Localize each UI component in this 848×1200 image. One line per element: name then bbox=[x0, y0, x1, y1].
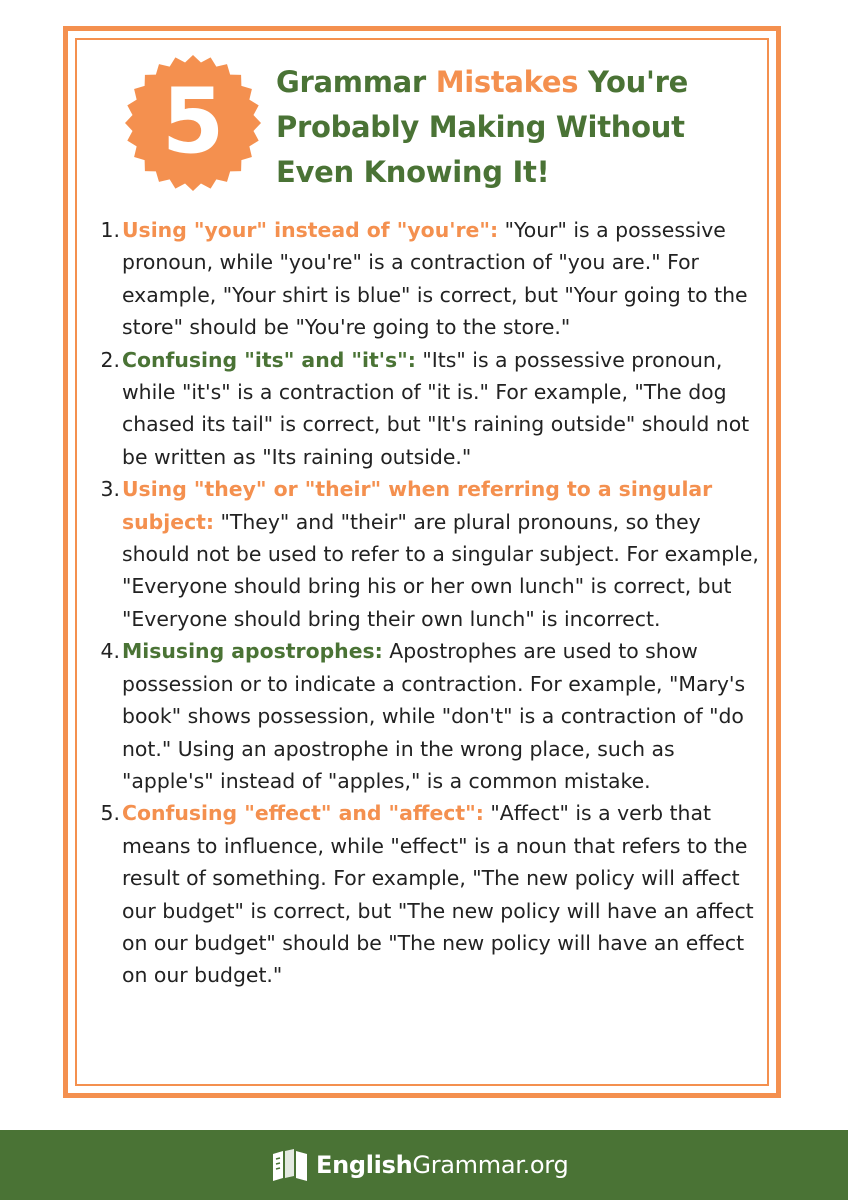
item-text: Apostrophes are used to show possession or to indicate a contraction. For example, "Mary's book" shows possession, while "don't" is a contraction of "do not." Using an apostrophe in the wrong place, such as "apple's" instead of "apples," is a common mistake. bbox=[122, 639, 746, 793]
item-heading: Using "your" instead of "you're": bbox=[122, 218, 499, 242]
item-text: "They" and "their" are plural pronouns, so they should not be used to refer to a singular subject. For example, "Everyone should bring his or her own lunch" is correct, but "Everyone should bring their own lunch" is incorrect. bbox=[122, 509, 759, 631]
brand-name-regular: Grammar.org bbox=[412, 1151, 569, 1179]
item-text: "Your" is a possessive pronoun, while "you're" is a contraction of "you are." For example, "Your shirt is blue" is correct, but "Your going to the store" should be "You're going to the store." bbox=[122, 218, 748, 340]
brand-name-bold: English bbox=[316, 1151, 413, 1179]
item-number: 3. bbox=[100, 477, 120, 502]
item-heading: Confusing "its" and "it's": bbox=[122, 347, 416, 372]
title-accent: Mistakes bbox=[435, 65, 579, 99]
list-item bbox=[96, 473, 760, 635]
list-item bbox=[96, 214, 760, 344]
mistakes-list bbox=[96, 214, 760, 992]
item-heading: Using "they" or "their" when referring to a singular subject: bbox=[122, 477, 713, 534]
page-title bbox=[276, 60, 756, 195]
brand-logo[interactable] bbox=[270, 1147, 568, 1183]
item-text: "Its" is a possessive pronoun, while "it's" is a contraction of "it is." For example, "The dog chased its tail" is correct, but "It's raining outside" should not be written as "Its raining outside." bbox=[122, 347, 750, 469]
item-text: "Affect" is a verb that means to influence, while "effect" is a noun that refers to the result of something. For example, "The new policy will affect our budget" is correct, but "The new policy will have an affect on our budget" should be "The new policy will have an effect on our budget." bbox=[122, 801, 754, 988]
number-badge bbox=[124, 54, 262, 192]
list-item bbox=[96, 635, 760, 797]
item-number: 1. bbox=[100, 218, 120, 242]
item-heading: Confusing "effect" and "affect": bbox=[122, 801, 484, 826]
starburst-icon bbox=[124, 54, 262, 192]
book-logo-icon bbox=[270, 1147, 310, 1183]
item-number: 2. bbox=[100, 347, 120, 372]
title-part-2: You're Probably Making Without Even Knowing It! bbox=[276, 65, 688, 189]
brand-name bbox=[316, 1151, 568, 1179]
title-part-1: Grammar bbox=[276, 65, 436, 99]
item-number: 5. bbox=[100, 801, 120, 826]
list-item bbox=[96, 797, 760, 991]
item-heading: Misusing apostrophes: bbox=[122, 639, 383, 664]
list-item bbox=[96, 344, 760, 474]
badge-number: 5 bbox=[161, 69, 225, 174]
item-number: 4. bbox=[100, 639, 120, 664]
